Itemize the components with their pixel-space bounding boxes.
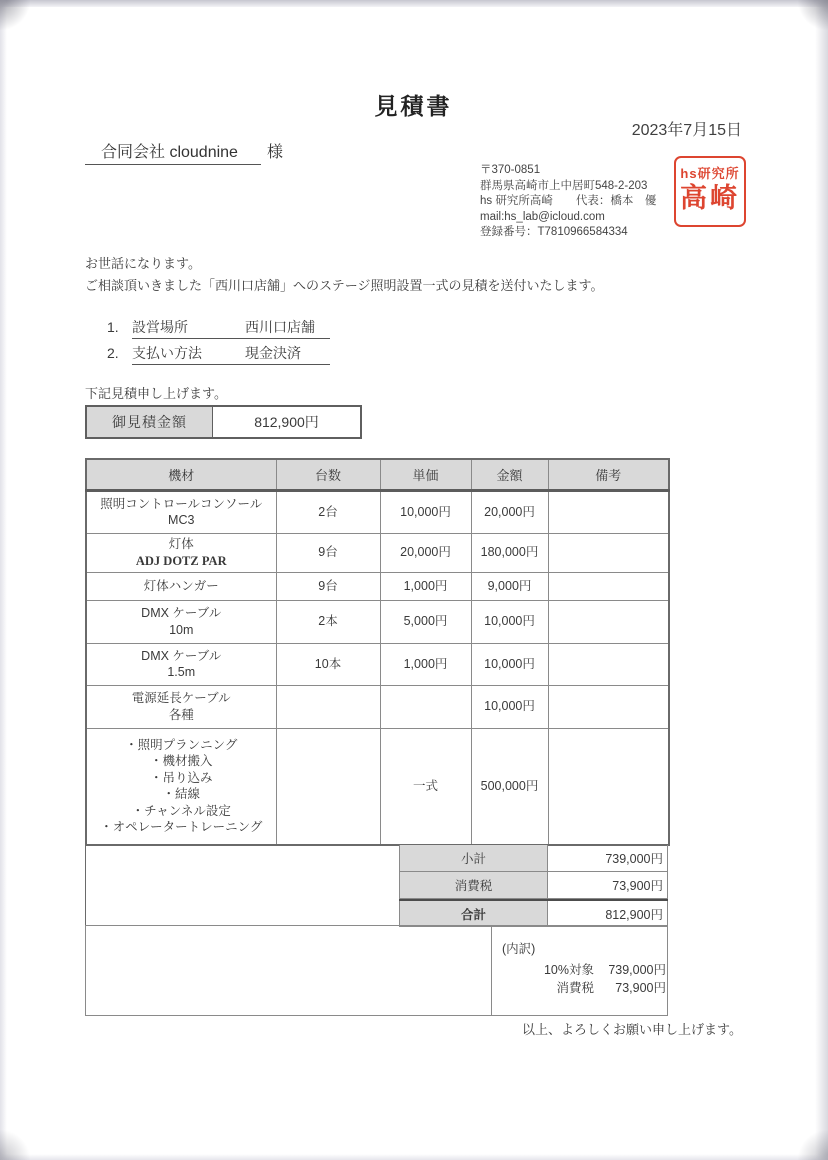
table-row (86, 643, 669, 685)
note-cell (548, 490, 669, 533)
header-item: 機材 (86, 459, 276, 490)
sender-address: 群馬県高崎市上中居町548-2-203 (480, 179, 648, 192)
unit-price-cell: 10,000円 (380, 490, 471, 533)
note-cell (548, 728, 669, 845)
condition-value: 現金決済 (245, 345, 301, 361)
qty-cell: 10本 (276, 643, 380, 685)
breakdown-row (502, 980, 666, 998)
item-cell: DMX ケーブル 10m (86, 600, 276, 643)
unit-price-cell: 一式 (380, 728, 471, 845)
greeting-line2: ご相談頂いきました「西川口店舗」へのステージ照明設置一式の見積を送付いたします。 (85, 278, 604, 293)
sender-postal: 〒370-0851 (480, 164, 541, 176)
amount-cell: 180,000円 (471, 533, 548, 572)
recipient-honorific: 様 (267, 144, 284, 161)
photo-edge-top (0, 0, 828, 7)
quote-amount-label: 御見積金額 (87, 407, 213, 437)
photo-corner (798, 0, 828, 30)
header-note: 備考 (548, 459, 669, 490)
breakdown-row (502, 962, 666, 980)
table-header-row (86, 459, 669, 490)
note-cell (548, 600, 669, 643)
photo-edge-right (815, 0, 828, 1160)
amount-cell: 20,000円 (471, 490, 548, 533)
qty-cell: 9台 (276, 533, 380, 572)
sender-registration-number: 登録番号：T7810966584334 (480, 226, 628, 239)
unit-price-cell: 1,000円 (380, 643, 471, 685)
qty-cell (276, 685, 380, 728)
condition-value: 西川口店舗 (245, 319, 315, 335)
tax-breakdown-box (85, 925, 668, 1016)
note-cell (548, 572, 669, 600)
table-row (86, 685, 669, 728)
item-cell: DMX ケーブル 1.5m (86, 643, 276, 685)
breakdown-label: 10%対象 (543, 963, 594, 977)
amount-cell: 500,000円 (471, 728, 548, 845)
header-unit-price: 単価 (380, 459, 471, 490)
breakdown-content (492, 926, 669, 1015)
summary-table (399, 845, 668, 927)
quote-amount-box (85, 405, 362, 439)
breakdown-value: 73,900円 (615, 980, 666, 995)
photo-corner (0, 0, 30, 30)
breakdown-label: 消費税 (556, 980, 594, 995)
tax-row (399, 872, 668, 899)
document-title: 見積書 (374, 93, 453, 119)
amount-cell: 10,000円 (471, 600, 548, 643)
photo-corner (798, 1130, 828, 1160)
table-row (86, 533, 669, 572)
sender-company: hs 研究所高崎 代表：橋本 優 (480, 195, 657, 208)
table-row (86, 572, 669, 600)
header-qty: 台数 (276, 459, 380, 490)
tax-value: 73,900円 (548, 872, 668, 899)
condition-number: 1. (107, 319, 119, 335)
table-row (86, 600, 669, 643)
item-cell: 照明コントロールコンソール MC3 (86, 490, 276, 533)
tax-label: 消費税 (399, 872, 548, 899)
item-cell: 灯体 ADJ DOTZ PAR (86, 533, 276, 572)
recipient-line (85, 139, 283, 165)
photo-corner (0, 1130, 30, 1160)
qty-cell (276, 728, 380, 845)
header-amount: 金額 (471, 459, 548, 490)
unit-price-cell: 5,000円 (380, 600, 471, 643)
sender-mail: mail:hs_lab@icloud.com (480, 210, 605, 223)
note-cell (548, 643, 669, 685)
qty-cell: 2本 (276, 600, 380, 643)
unit-price-cell (380, 685, 471, 728)
item-cell: ・照明プランニング ・機材搬入 ・吊り込み ・結線 ・チャンネル設定 ・オペレータートレーニング (86, 728, 276, 845)
recipient-name: 合同会社 cloudnine (85, 139, 261, 165)
stamp-line1: hs研究所 (680, 166, 740, 181)
grand-total-row (399, 899, 668, 927)
condition-number: 2. (107, 345, 119, 361)
items-table (85, 458, 670, 846)
unit-price-cell: 1,000円 (380, 572, 471, 600)
subtotal-label: 小計 (399, 845, 548, 872)
document-date: 2023年7月15日 (631, 122, 742, 139)
condition-label: 設営場所 (132, 319, 188, 335)
subtotal-row (399, 845, 668, 872)
condition-label: 支払い方法 (132, 345, 202, 361)
grand-total-label: 合計 (399, 901, 548, 927)
note-cell (548, 533, 669, 572)
note-cell (548, 685, 669, 728)
table-row (86, 490, 669, 533)
subtotal-value: 739,000円 (548, 845, 668, 872)
breakdown-value: 739,000円 (608, 963, 666, 977)
item-cell: 灯体ハンガー (86, 572, 276, 600)
conditions-list (107, 317, 330, 369)
unit-price-cell: 20,000円 (380, 533, 471, 572)
stamp-line2: 高崎 (680, 183, 740, 213)
amount-cell: 10,000円 (471, 685, 548, 728)
sender-block (480, 163, 656, 241)
photo-edge-bottom (0, 1154, 828, 1160)
photo-edge-left (0, 0, 7, 1160)
company-seal-stamp (674, 156, 746, 227)
qty-cell: 2台 (276, 490, 380, 533)
quote-amount-value: 812,900円 (254, 414, 319, 430)
condition-item (107, 343, 330, 369)
amount-cell: 10,000円 (471, 643, 548, 685)
closing-text: 以上、よろしくお願い申し上げます。 (522, 1022, 742, 1037)
amount-cell: 9,000円 (471, 572, 548, 600)
condition-item (107, 317, 330, 343)
qty-cell: 9台 (276, 572, 380, 600)
breakdown-title: (内訳) (502, 942, 536, 956)
lead-text: 下記見積申し上げます。 (85, 386, 227, 401)
greeting-line1: お世話になります。 (85, 256, 201, 271)
greeting-text (85, 253, 603, 297)
grand-total-value: 812,900円 (548, 901, 668, 927)
item-cell: 電源延長ケーブル 各種 (86, 685, 276, 728)
table-row-services (86, 728, 669, 845)
